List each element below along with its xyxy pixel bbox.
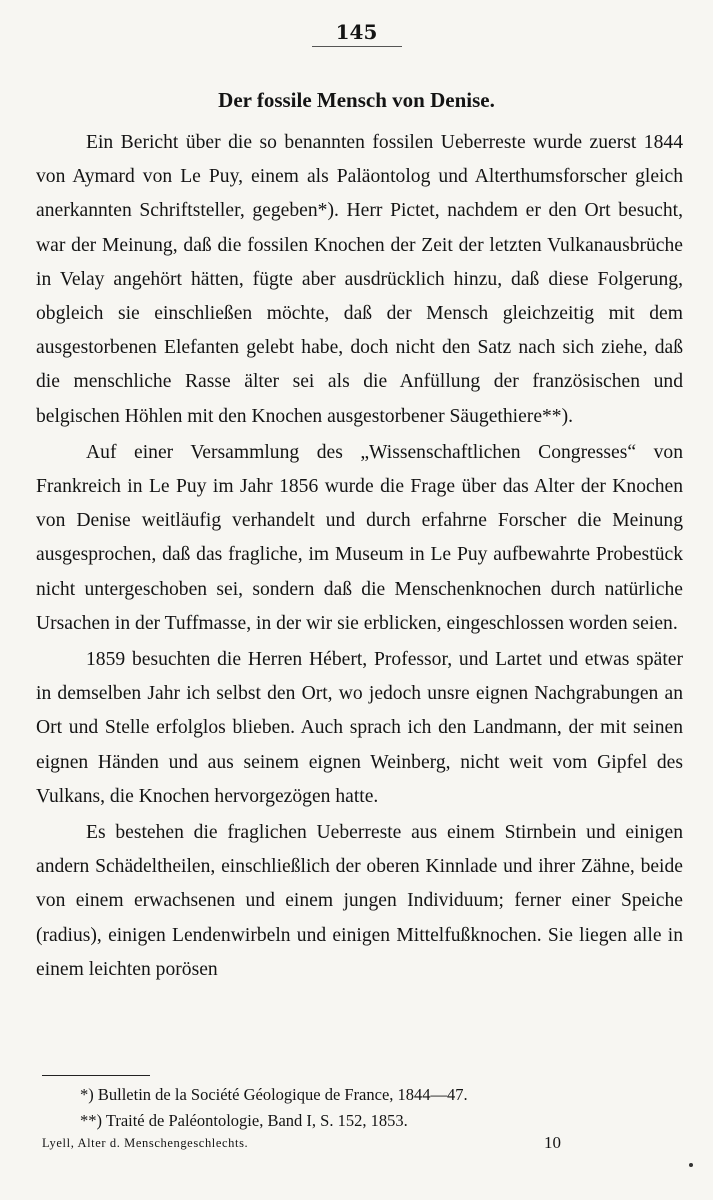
paragraph-4: Es bestehen die fraglichen Ueberreste aus einem Stirnbein und einigen andern Schädeltheilen, einschließlich der oberen Kinnlade und ihrer Zähne, beide von einem erwachsenen und einem jungen Individuum; ferner einer Speiche (radius), einigen Lendenwirbeln und einigen Mittelfußknochen. Sie liegen alle in einem leichten porösen <box>36 822 683 980</box>
section-title: Der fossile Mensch von Denise. <box>218 88 495 112</box>
page-number: 145 <box>335 20 378 44</box>
paragraph-2: Auf einer Versammlung des „Wissenschaftlichen Congresses“ von Frankreich in Le Puy im Jahr 1856 wurde die Frage über das Alter der Knochen von Denise weitläufig verhandelt und durch erfahrne Forscher die Meinung ausgesprochen, daß das fragliche, im Museum in Le Puy aufbewahrte Probestück nicht untergeschoben sei, sondern daß die Menschenknochen durch natürliche Ursachen in der Tuffmasse, in der wir sie erblicken, eingeschlossen worden seien. <box>36 441 683 634</box>
paragraph-3: 1859 besuchten die Herren Hébert, Professor, und Lartet und etwas später in demselben Jahr ich selbst den Ort, wo jedoch unsre eignen Nachgrabungen an Ort und Stelle erfolglos blieben. Auch sprach ich den Landmann, der mit seinen eignen Händen und aus seinem eignen Weinberg, nicht weit vom Gipfel des Vulkans, die Knochen hervorgezögen hatte. <box>36 649 683 807</box>
printer-signature: Lyell, Alter d. Menschengeschlechts. <box>42 1136 249 1150</box>
footnote-1: *) Bulletin de la Société Géologique de France, 1844—47. <box>80 1085 468 1104</box>
page-number-rule <box>312 46 402 47</box>
body-text <box>36 126 683 987</box>
sheet-number: 10 <box>544 1133 561 1152</box>
footnotes <box>80 1082 680 1134</box>
paragraph-1: Ein Bericht über die so benannten fossilen Ueberreste wurde zuerst 1844 von Aymard von Le Puy, einem als Paläontolog und Alterthumsforscher gleich anerkannten Schriftsteller, gegeben*). Herr Pictet, nachdem er den Ort besucht, war der Meinung, daß die fossilen Knochen der Zeit der letzten Vulkanausbrüche in Velay angehört hätten, fügte aber ausdrücklich hinzu, daß diese Folgerung, obgleich sie einschließen möchte, daß der Mensch gleichzeitig mit dem ausgestorbenen Elefanten gelebt habe, doch nicht den Satz nach sich ziehe, daß die menschliche Rasse älter sei als die Anfüllung der französischen und belgischen Höhlen mit den Knochen ausgestorbener Säugethiere**). <box>36 132 683 427</box>
paper-speck <box>689 1163 693 1167</box>
footnote-2: **) Traité de Paléontologie, Band I, S. 152, 1853. <box>80 1111 408 1130</box>
footnote-rule <box>42 1075 150 1076</box>
